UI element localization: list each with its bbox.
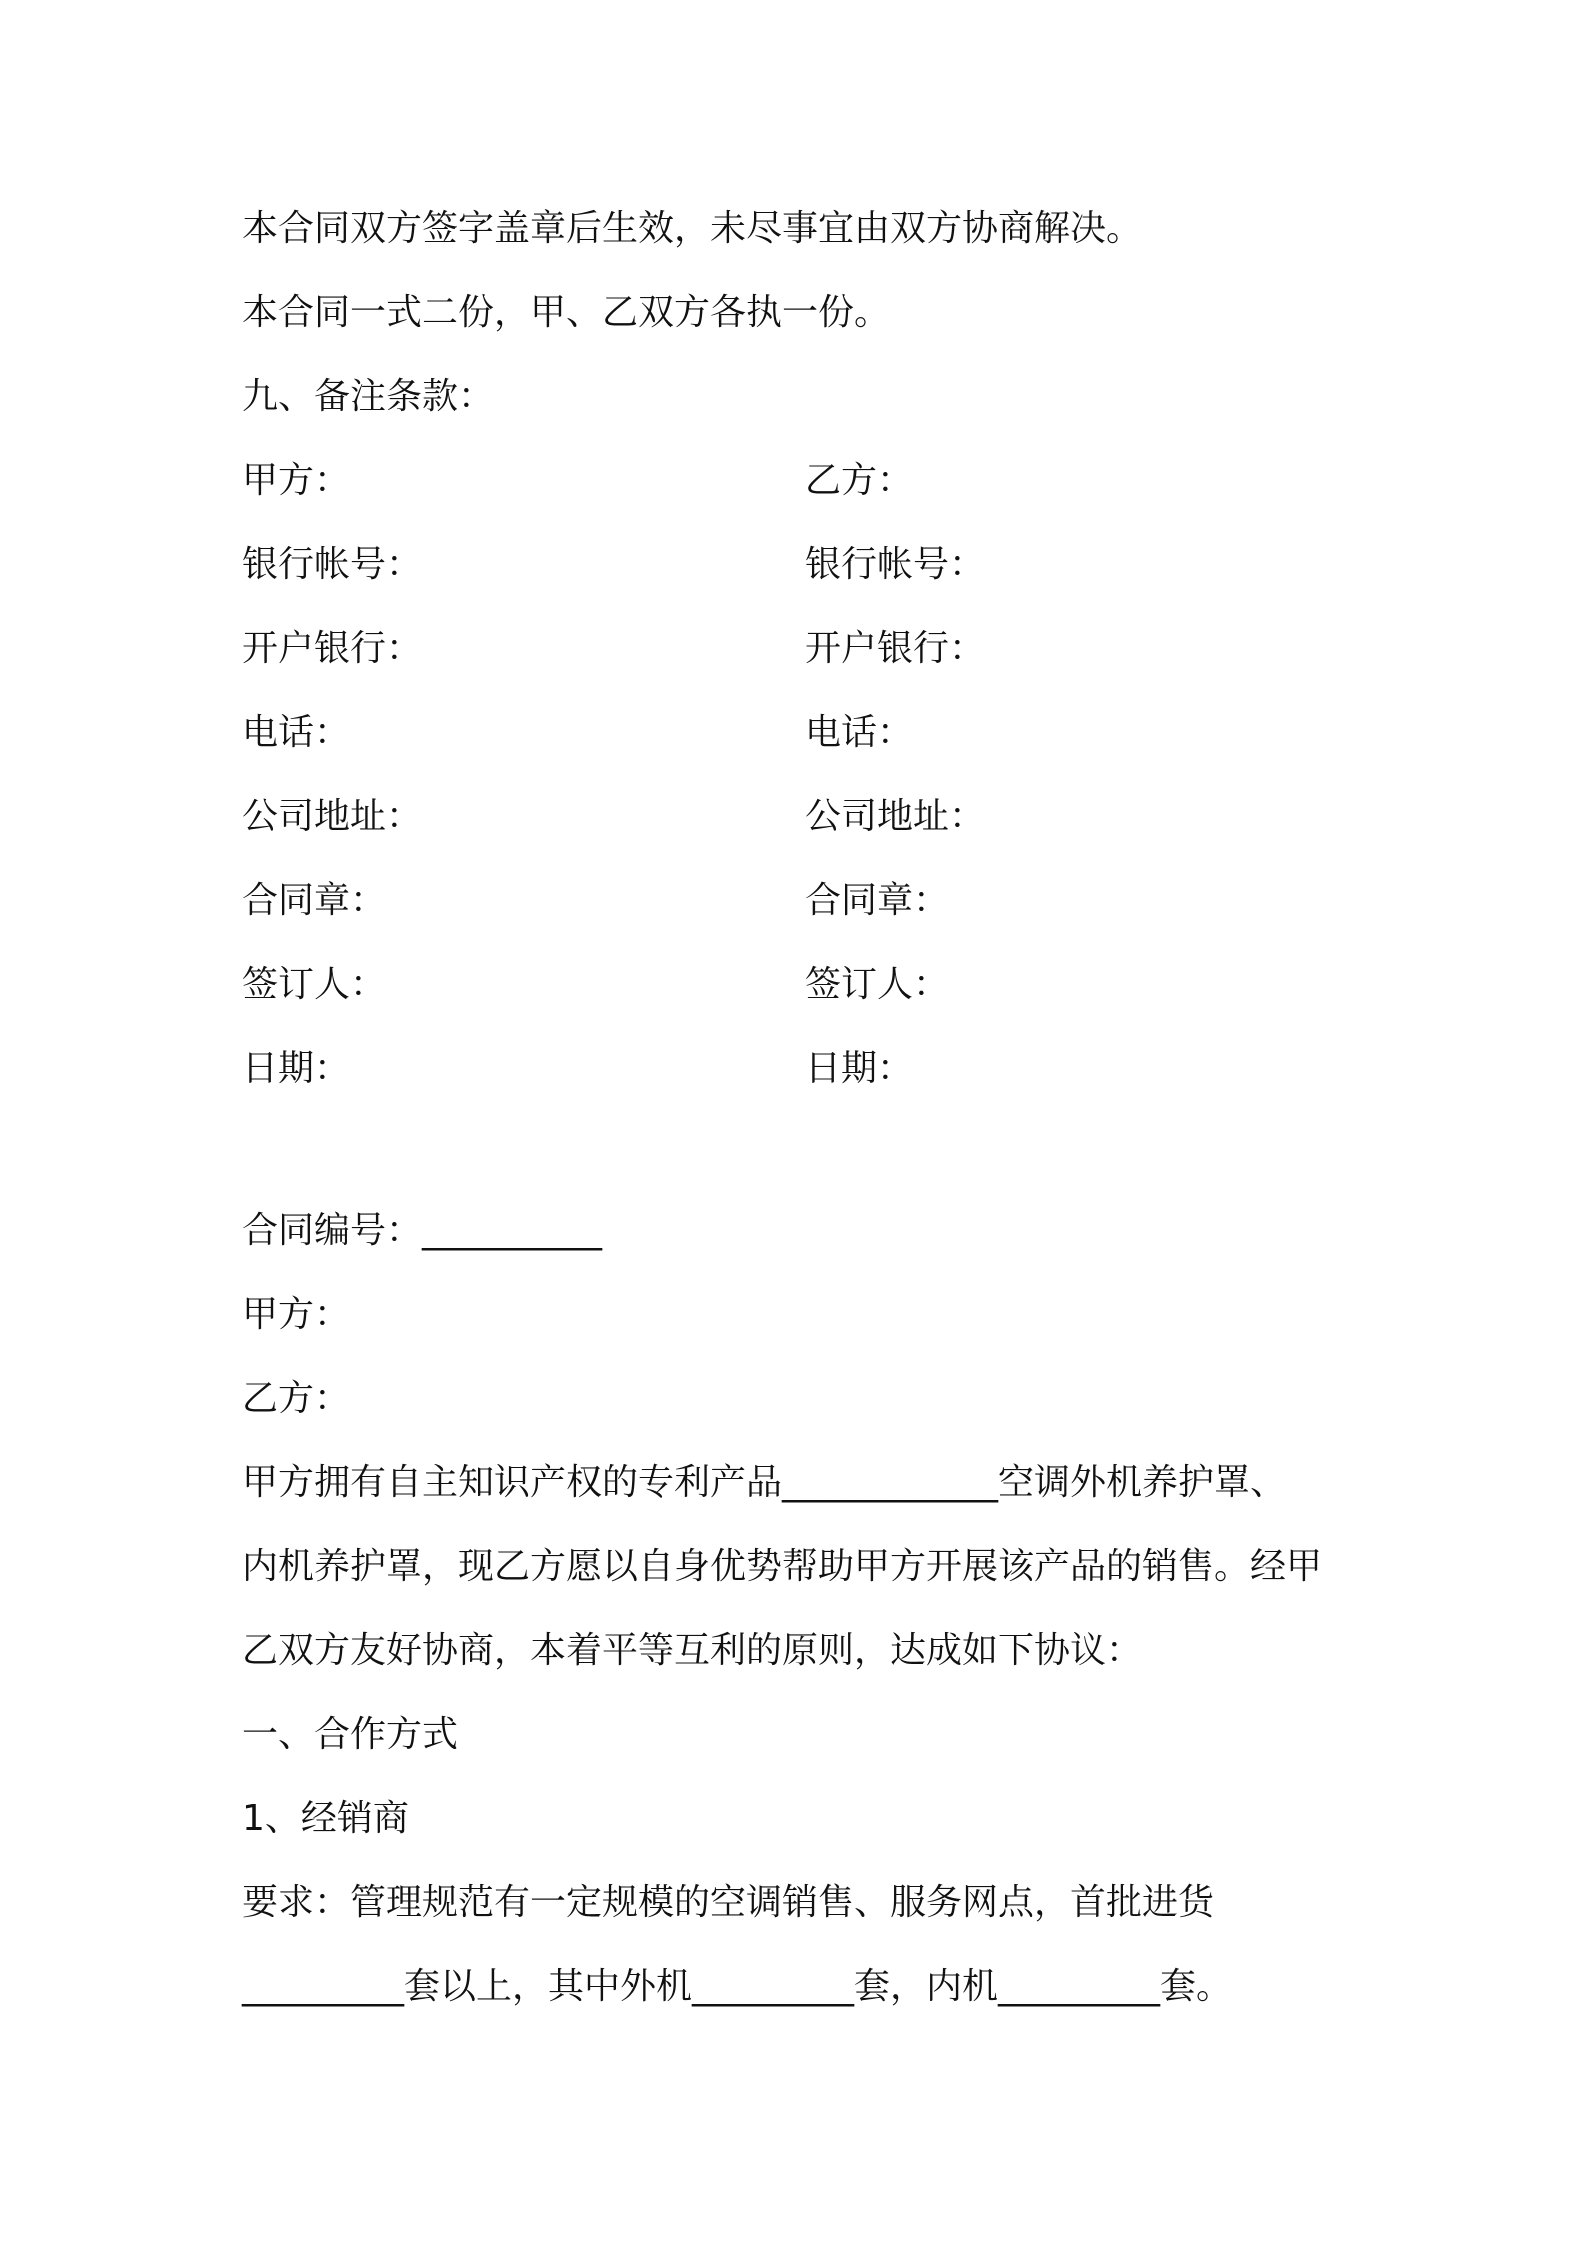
requirements-line-2: _________套以上，其中外机_________套，内机_________套。 [242, 1966, 1233, 2007]
item-1-distributor: 1、经销商 [242, 1798, 409, 1839]
party-b-bank-account: 银行帐号： [805, 544, 986, 585]
contract-party-a: 甲方： [242, 1294, 351, 1335]
party-a-signer: 签订人： [242, 964, 387, 1005]
remarks-heading: 九、备注条款： [242, 376, 495, 417]
party-b-address: 公司地址： [805, 796, 986, 837]
party-b-signer: 签订人： [805, 964, 950, 1005]
intro-paragraph-line-2: 内机养护罩，现乙方愿以自身优势帮助甲方开展该产品的销售。经甲 [242, 1546, 1323, 1587]
party-b-bank: 开户银行： [805, 628, 986, 669]
section-1-heading: 一、合作方式 [242, 1714, 459, 1755]
party-a-bank-account: 银行帐号： [242, 544, 423, 585]
contract-party-b: 乙方： [242, 1378, 351, 1419]
party-b-label: 乙方： [805, 460, 914, 501]
party-a-address: 公司地址： [242, 796, 423, 837]
party-b-seal: 合同章： [805, 880, 950, 921]
party-b-date: 日期： [805, 1048, 914, 1089]
party-a-label: 甲方： [242, 460, 351, 501]
contract-number: 合同编号：__________ [242, 1210, 603, 1251]
party-a-bank: 开户银行： [242, 628, 423, 669]
intro-paragraph-line-3: 乙双方友好协商，本着平等互利的原则，达成如下协议： [242, 1630, 1143, 1671]
party-a-date: 日期： [242, 1048, 351, 1089]
party-b-phone: 电话： [805, 712, 914, 753]
intro-paragraph-line-1: 甲方拥有自主知识产权的专利产品____________空调外机养护罩、 [242, 1462, 1287, 1503]
effective-clause: 本合同双方签字盖章后生效，未尽事宜由双方协商解决。 [242, 208, 1143, 249]
copies-clause: 本合同一式二份，甲、乙双方各执一份。 [242, 292, 891, 333]
requirements-line-1: 要求：管理规范有一定规模的空调销售、服务网点，首批进货 [242, 1882, 1215, 1923]
party-a-seal: 合同章： [242, 880, 387, 921]
party-a-phone: 电话： [242, 712, 351, 753]
